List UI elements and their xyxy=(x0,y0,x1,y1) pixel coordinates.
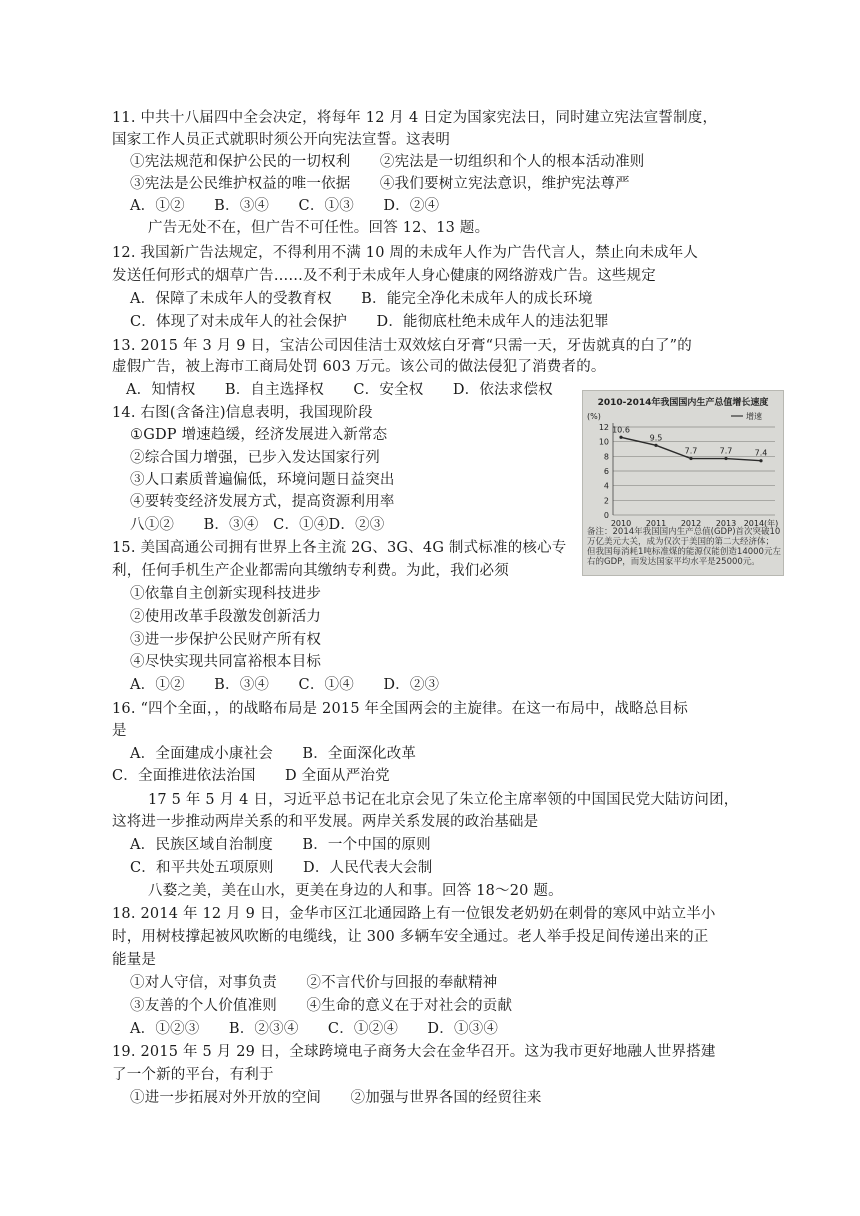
material-intro-12-13: 广告无处不在，但广告不可任性。回答 12、13 题。 xyxy=(148,220,490,236)
question-11-line-2: 国家工作人员正式就职时须公开向宪法宣誓。这表明 xyxy=(112,132,451,148)
data-label: 7.4 xyxy=(754,448,768,458)
question-13-line-2: 虚假广告，被上海市工商局处罚 603 万元。该公司的做法侵犯了消费者的。 xyxy=(112,359,606,375)
question-18-line-1: 18. 2014 年 12 月 9 日，金华市区江北通园路上有一位银发老奶奶在刺骨的寒风中站立半小 xyxy=(112,906,716,922)
y-tick-label: 0 xyxy=(603,511,609,520)
question-15-line-2: 利，任何手机生产企业都需向其缴纳专利费。为此，我们必须 xyxy=(112,563,509,579)
question-11-option-row-2: ③宪法是公民维护权益的唯一依据 ④我们要树立宪法意识，维护宪法尊严 xyxy=(130,176,630,192)
question-12-line-2: 发送任何形式的烟草广告……及不利于未成年人身心健康的网络游戏广告。这些规定 xyxy=(112,268,656,284)
question-17-line-1: 17 5 年 5 月 4 日，习近平总书记在北京会见了朱立伦主席率领的中国国民党大陆访问团， xyxy=(148,792,739,808)
material-intro-18-20: 八婺之美，美在山水，更美在身边的人和事。回答 18～20 题。 xyxy=(148,883,563,899)
question-15-answers: A．①② B．③④ C．①④ D．②③ xyxy=(130,677,440,693)
question-19-line-1: 19. 2015 年 5 月 29 日，全球跨境电子商务大会在金华召开。这为我市更好地融人世界搭建 xyxy=(112,1044,716,1060)
x-tick-label: 2013 xyxy=(715,519,737,528)
question-11-option-row-1: ①宪法规范和保护公民的一切权利 ②宪法是一切组织和个人的根本活动准则 xyxy=(130,154,645,170)
question-13-line-1: 13. 2015 年 3 月 9 日，宝洁公司因佳洁士双效炫白牙膏“只需一天，牙齿就真的白了”的 xyxy=(112,338,692,354)
question-14-option-1: ①GDP 增速趋缓，经济发展进入新常态 xyxy=(130,427,388,443)
question-18-option-row-2: ③友善的个人价值准则 ④生命的意义在于对社会的贡献 xyxy=(130,998,513,1014)
x-tick-label: 2010 xyxy=(610,519,632,528)
y-tick-label: 4 xyxy=(603,481,609,491)
question-15-option-1: ①依靠自主创新实现科技进步 xyxy=(130,586,322,602)
y-tick-label: 10 xyxy=(598,437,609,447)
gdp-growth-chart-svg xyxy=(583,391,783,531)
question-16-line-1: 16. “四个全面，，的战略布局是 2015 年全国两会的主旋律。在这一布局中，战略总目标 xyxy=(112,701,688,717)
question-14-option-4: ④要转变经济发展方式，提高资源利用率 xyxy=(130,494,395,510)
question-17-line-2: 这将进一步推动两岸关系的和平发展。两岸关系发展的政治基础是 xyxy=(112,814,539,830)
question-14-stem: 14. 右图(含备注)信息表明，我国现阶段 xyxy=(112,405,373,421)
data-point xyxy=(759,459,762,462)
question-11-answers: A．①② B．③④ C．①③ D．②④ xyxy=(130,198,440,214)
question-12-option-row-1: A．保障了未成年人的受教育权 B．能完全净化未成年人的成长环境 xyxy=(130,291,593,307)
data-point xyxy=(724,457,727,460)
question-15-option-2: ②使用改革手段激发创新活力 xyxy=(130,609,322,625)
data-label: 10.6 xyxy=(612,425,630,435)
question-16-option-row-2: C．全面推进依法治国 D 全面从严治党 xyxy=(112,768,390,784)
question-16-line-2: 是 xyxy=(112,723,127,739)
question-16-option-row-1: A．全面建成小康社会 B．全面深化改革 xyxy=(130,746,417,762)
question-11-line-1: 11. 中共十八届四中全会决定，将每年 12 月 4 日定为国家宪法日，同时建立宪法宣誓制度， xyxy=(112,110,718,126)
question-13-answers: A．知情权 B．自主选择权 C．安全权 D．依法求偿权 xyxy=(126,382,553,398)
data-label: 7.7 xyxy=(719,446,733,456)
y-tick-label: 6 xyxy=(603,467,609,476)
chart-note: 备注：2014年我国国内生产总值(GDP)首次突破10万亿美元大关，成为仅次于美国的第二大经济体；但我国每消耗1吨标准煤的能源仅能创造14000元左右的GDP，而发达国家平均水平是25000元。 xyxy=(587,527,781,567)
question-17-option-row-1: A．民族区域自治制度 B．一个中国的原则 xyxy=(130,837,431,853)
data-label: 9.5 xyxy=(649,433,663,443)
x-tick-label: 2011 xyxy=(645,519,667,528)
y-axis-unit: (%) xyxy=(587,412,601,421)
question-15-line-1: 15. 美国高通公司拥有世界上各主流 2G、3G、4G 制式标准的核心专 xyxy=(112,540,567,556)
question-18-line-2: 时，用树枝撑起被风吹断的电缆线，让 300 多辆车安全通过。老人举手投足间传递出来的正 xyxy=(112,929,709,945)
question-17-option-row-2: C．和平共处五项原则 D．人民代表大会制 xyxy=(130,860,433,876)
question-18-line-3: 能量是 xyxy=(112,952,157,968)
question-15-option-4: ④尽快实现共同富裕根本目标 xyxy=(130,654,322,670)
y-tick-label: 8 xyxy=(603,452,609,462)
legend-label: 增速 xyxy=(746,412,762,421)
x-tick-label: 2012 xyxy=(680,519,702,528)
chart-title: 2010-2014年我国国内生产总值增长速度 xyxy=(597,398,769,408)
question-14-option-2: ②综合国力增强，已步入发达国家行列 xyxy=(130,450,380,466)
x-tick-label: 2014(年) xyxy=(743,519,779,528)
gdp-growth-chart xyxy=(582,390,784,576)
question-12-option-row-2: C．体现了对未成年人的社会保护 D．能彻底杜绝未成年人的违法犯罪 xyxy=(130,314,609,330)
y-tick-label: 2 xyxy=(603,496,609,506)
data-point xyxy=(619,436,622,439)
question-18-answers: A．①②③ B．②③④ C．①②④ D．①③④ xyxy=(130,1021,499,1037)
question-12-line-1: 12. 我国新广告法规定，不得利用不满 10 周的未成年人作为广告代言人，禁止向未成年人 xyxy=(112,245,699,261)
question-18-option-row-1: ①对人守信，对事负责 ②不言代价与回报的奉献精神 xyxy=(130,975,498,991)
question-14-option-3: ③人口素质普遍偏低，环境问题日益突出 xyxy=(130,472,395,488)
question-15-option-3: ③进一步保护公民财产所有权 xyxy=(130,632,322,648)
question-19-option-row-1: ①进一步拓展对外开放的空间 ②加强与世界各国的经贸往来 xyxy=(130,1090,542,1106)
question-14-answers: 八①② B．③④ C．①④D．②③ xyxy=(130,517,385,533)
data-point xyxy=(654,444,657,447)
data-label: 7.7 xyxy=(684,446,698,456)
y-tick-label: 12 xyxy=(598,423,609,432)
question-19-line-2: 了一个新的平台，有利于 xyxy=(112,1067,274,1083)
data-point xyxy=(689,457,692,460)
